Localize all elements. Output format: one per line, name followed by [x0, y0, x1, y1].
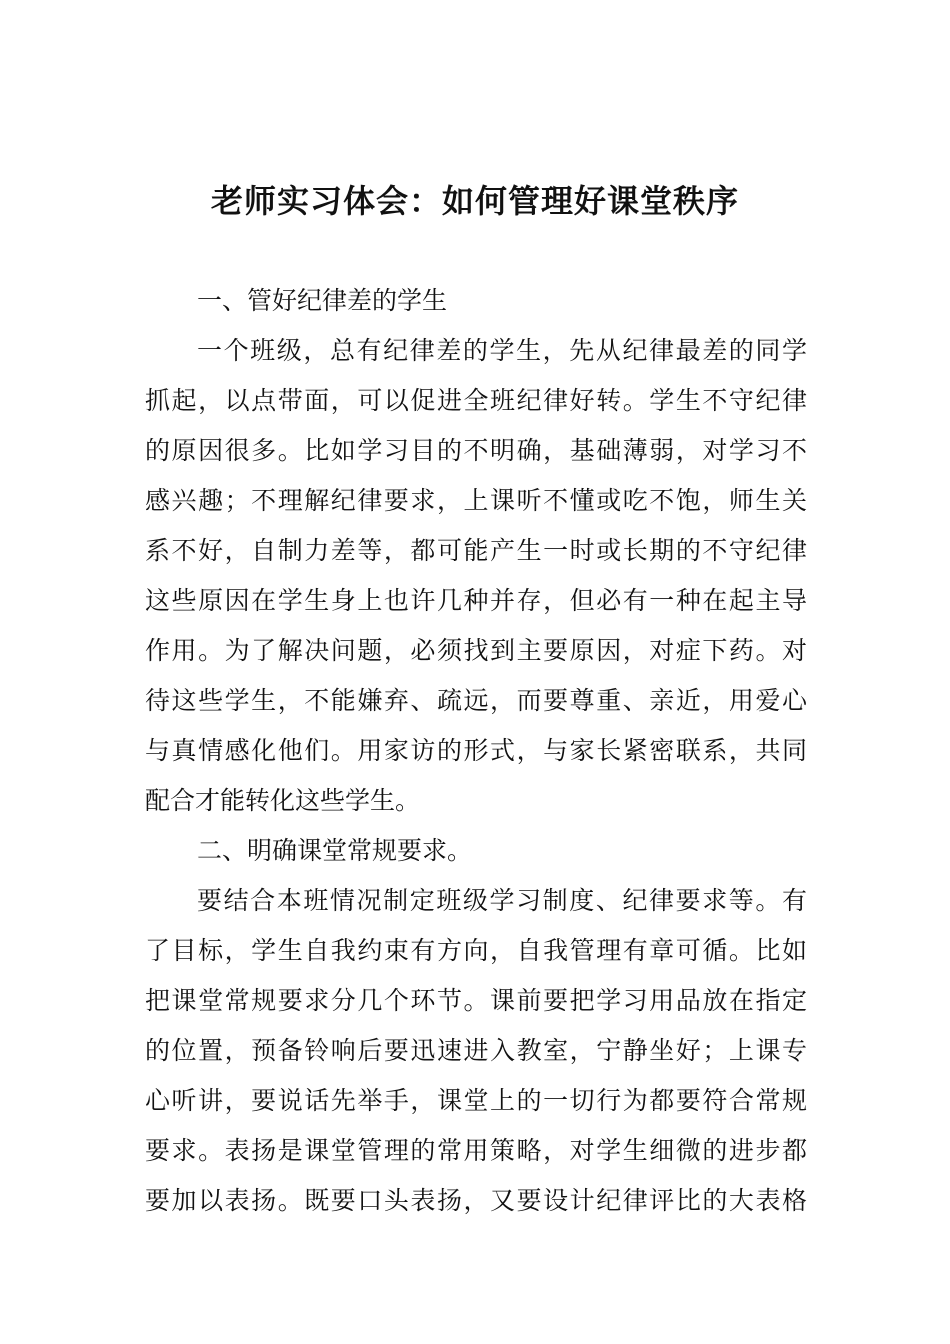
body-line: 这些原因在学生身上也许几种并存，但必有一种在起主导 [145, 586, 807, 615]
body-line: 抓起，以点带面，可以促进全班纪律好转。学生不守纪律 [145, 386, 807, 415]
body-line: 作用。为了解决问题，必须找到主要原因，对症下药。对 [145, 636, 807, 665]
body-line: 的原因很多。比如学习目的不明确，基础薄弱，对学习不 [145, 436, 807, 465]
body-line: 要结合本班情况制定班级学习制度、纪律要求等。有 [197, 886, 807, 915]
body-line: 一、管好纪律差的学生 [197, 286, 448, 315]
body-line: 感兴趣；不理解纪律要求，上课听不懂或吃不饱，师生关 [145, 486, 807, 515]
body-line: 要求。表扬是课堂管理的常用策略，对学生细微的进步都 [145, 1136, 807, 1165]
body-line: 一个班级，总有纪律差的学生，先从纪律最差的同学 [197, 336, 807, 365]
body-line: 的位置，预备铃响后要迅速进入教室，宁静坐好；上课专 [145, 1036, 807, 1065]
body-line: 把课堂常规要求分几个环节。课前要把学习用品放在指定 [145, 986, 807, 1015]
body-line: 要加以表扬。既要口头表扬，又要设计纪律评比的大表格 [145, 1186, 807, 1215]
document-body [145, 276, 807, 1226]
body-line: 待这些学生，不能嫌弃、疏远，而要尊重、亲近，用爱心 [145, 686, 807, 715]
body-line: 配合才能转化这些学生。 [145, 786, 421, 815]
document-title: 老师实习体会：如何管理好课堂秩序 [210, 182, 739, 220]
body-line: 系不好，自制力差等，都可能产生一时或长期的不守纪律 [145, 536, 807, 565]
body-line: 二、明确课堂常规要求。 [197, 836, 473, 865]
body-line: 与真情感化他们。用家访的形式，与家长紧密联系，共同 [145, 736, 807, 765]
body-line: 心听讲，要说话先举手，课堂上的一切行为都要符合常规 [145, 1086, 807, 1115]
body-line: 了目标，学生自我约束有方向，自我管理有章可循。比如 [145, 936, 807, 965]
